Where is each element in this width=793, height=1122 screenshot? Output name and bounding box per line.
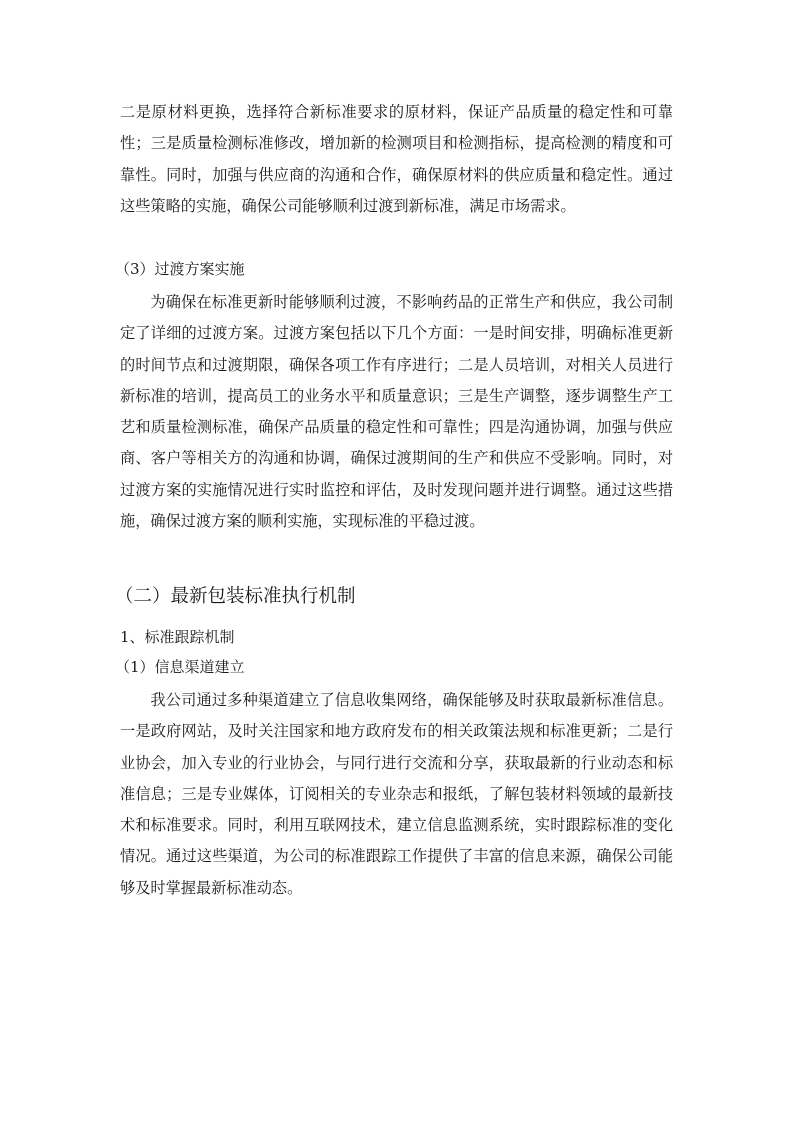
paragraph-info-channel: 我公司通过多种渠道建立了信息收集网络，确保能够及时获取最新标准信息。一是政府网站，及时关注国家和地方政府发布的相关政策法规和标准更新；二是行业协会，加入专业的行业协会，与同行进行交流和分享，获取最新的行业动态和标准信息；三是专业媒体，订阅相关的专业杂志和报纸，了解包装材料领域的最新技术和标准要求。同时，利用互联网技术，建立信息监测系统，实时跟踪标准的变化情况。通过这些渠道，为公司的标准跟踪工作提供了丰富的信息来源，确保公司能够及时掌握最新标准动态。 (120, 691, 673, 897)
subheading-info-channel: （1）信息渠道建立 (115, 658, 245, 676)
section-heading-packaging-standard: （二）最新包装标准执行机制 (115, 586, 356, 607)
subheading-transition-plan: （3）过渡方案实施 (115, 260, 245, 278)
heading-standard-tracking: 1、标准跟踪机制 (120, 628, 235, 646)
paragraph-transition-plan: 为确保在标准更新时能够顺利过渡，不影响药品的正常生产和供应，我公司制定了详细的过渡方案。过渡方案包括以下几个方面：一是时间安排，明确标准更新的时间节点和过渡期限，确保各项工作有序进行；二是人员培训，对相关人员进行新标准的培训，提高员工的业务水平和质量意识；三是生产调整，逐步调整生产工艺和质量检测标准，确保产品质量的稳定性和可靠性；四是沟通协调，加强与供应商、客户等相关方的沟通和协调，确保过渡期间的生产和供应不受影响。同时，对过渡方案的实施情况进行实时监控和评估，及时发现问题并进行调整。通过这些措施，确保过渡方案的顺利实施，实现标准的平稳过渡。 (120, 293, 673, 531)
paragraph-raw-material-strategy: 二是原材料更换，选择符合新标准要求的原材料，保证产品质量的稳定性和可靠性；三是质量检测标准修改，增加新的检测项目和检测指标，提高检测的精度和可靠性。同时，加强与供应商的沟通和合作，确保原材料的供应质量和稳定性。通过这些策略的实施，确保公司能够顺利过渡到新标准，满足市场需求。 (120, 103, 673, 215)
